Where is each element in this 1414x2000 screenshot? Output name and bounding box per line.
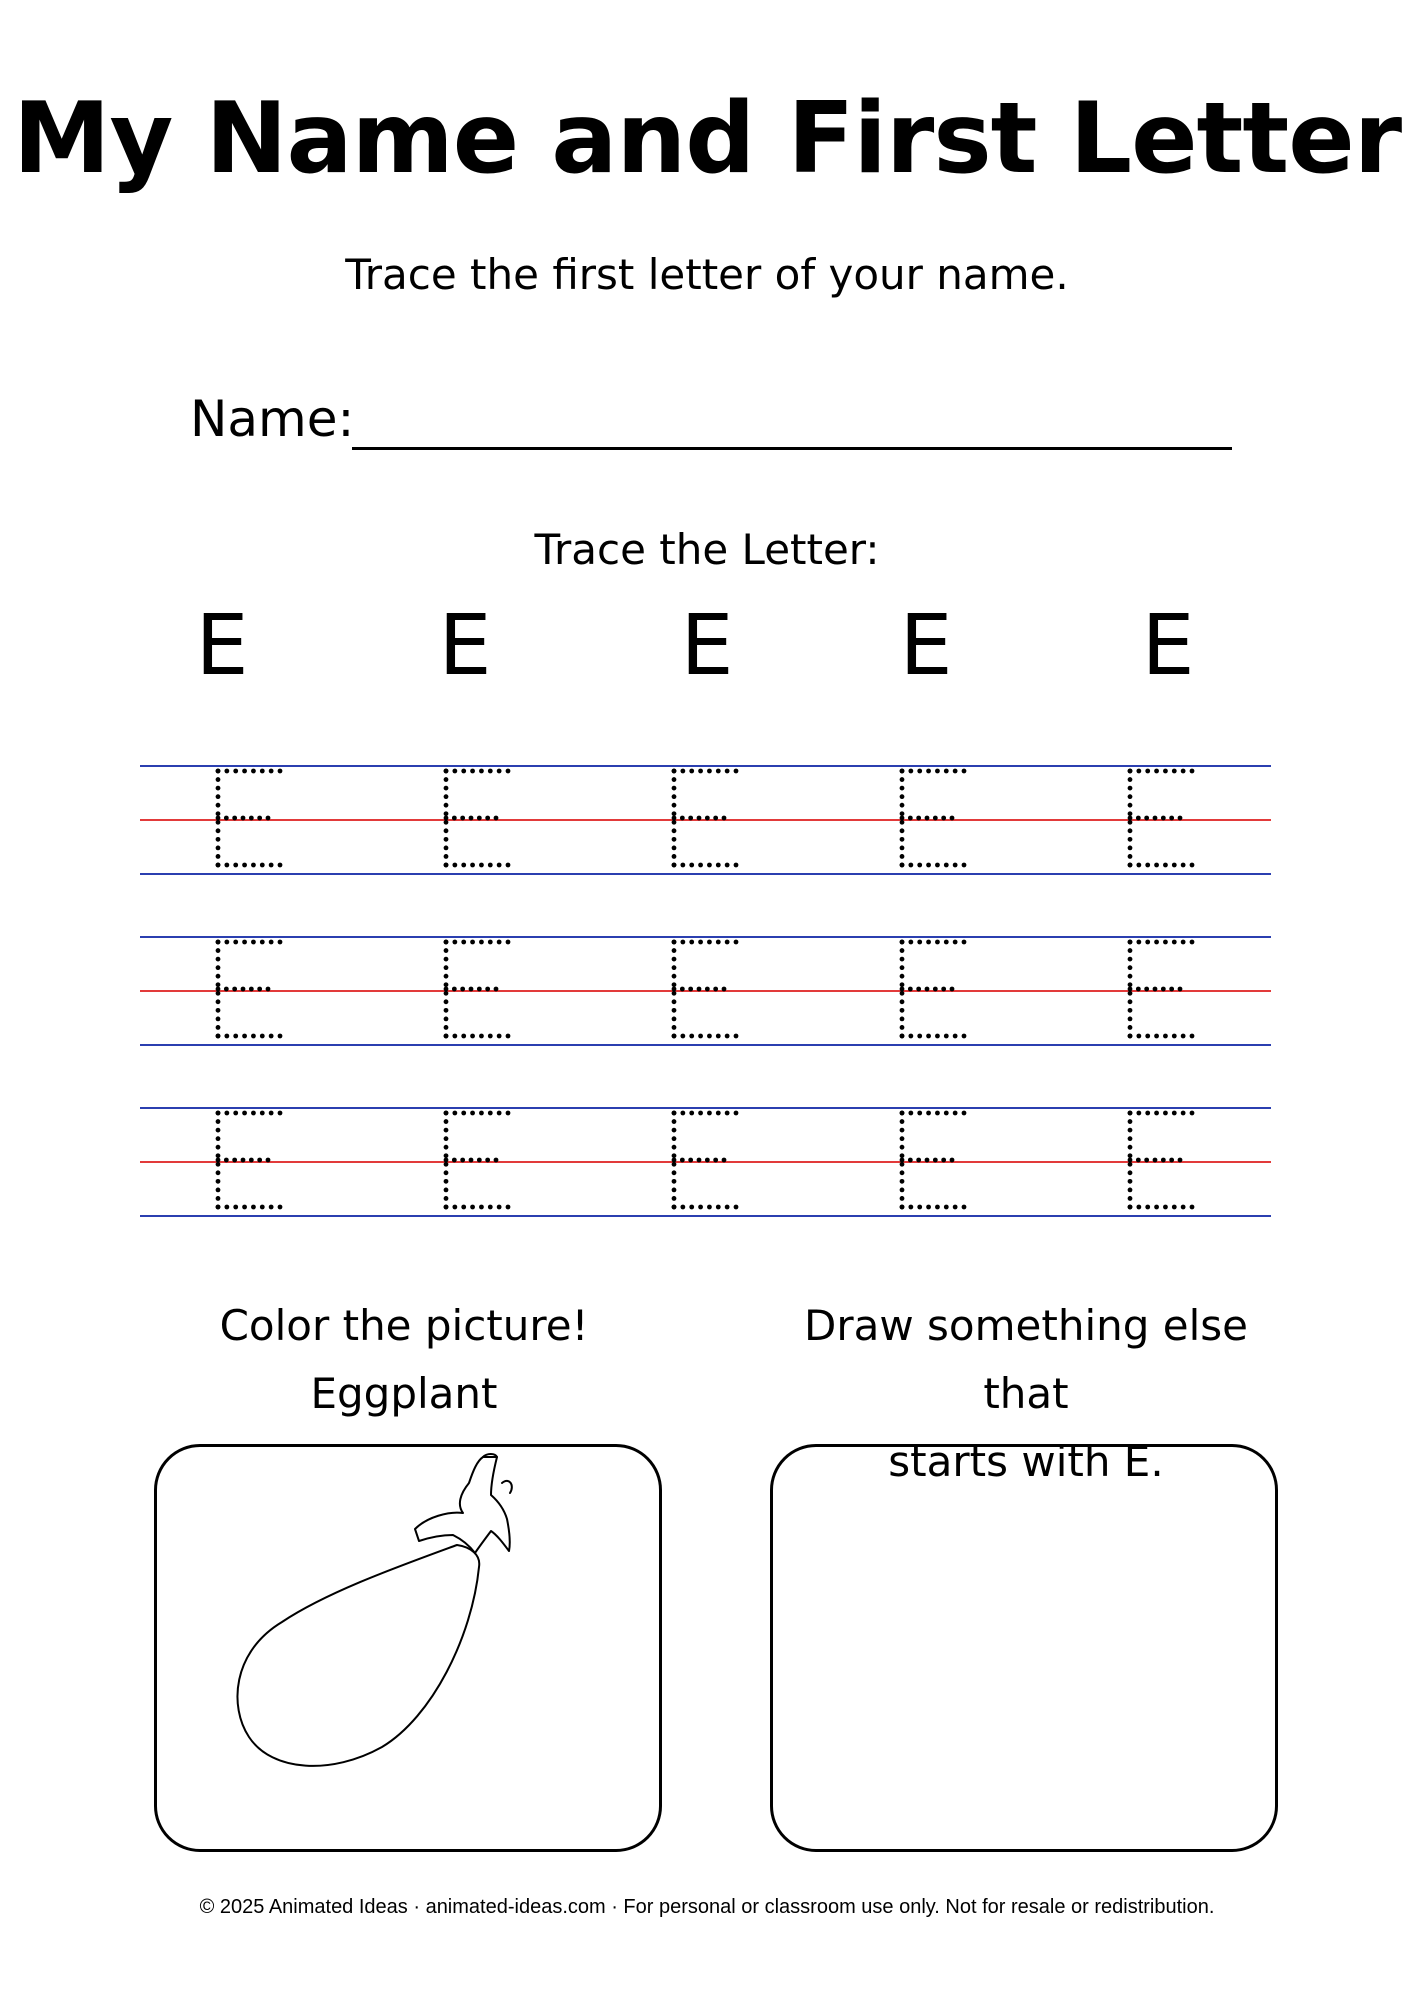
dotted-letter[interactable] (672, 769, 739, 868)
model-letter: E (680, 596, 734, 694)
model-letter: E (1141, 596, 1195, 694)
coloring-box[interactable] (154, 1444, 662, 1852)
eggplant-icon (157, 1447, 659, 1849)
dotted-letter[interactable] (1128, 940, 1195, 1039)
color-section-heading (150, 1292, 658, 1428)
dotted-letter[interactable] (444, 769, 511, 868)
dotted-letter[interactable] (672, 940, 739, 1039)
footer-copyright: © 2025 Animated Ideas · animated-ideas.com · For personal or classroom use only. Not for resale or redistribution. (199, 1896, 1215, 1918)
page-title: My Name and First Letter (12, 82, 1402, 196)
dotted-letter[interactable] (672, 1111, 739, 1210)
model-letter: E (195, 596, 249, 694)
draw-instruction: Draw something else that (804, 1301, 1248, 1418)
model-letter: E (899, 596, 953, 694)
dotted-letter[interactable] (444, 940, 511, 1039)
color-instruction: Color the picture! (219, 1301, 589, 1350)
draw-instruction-cont: starts with E. (888, 1437, 1164, 1486)
model-letter: E (438, 596, 492, 694)
dotted-letter[interactable] (216, 940, 283, 1039)
dotted-letter[interactable] (444, 1111, 511, 1210)
dotted-letter[interactable] (900, 940, 967, 1039)
name-label: Name: (190, 390, 355, 448)
drawing-box[interactable] (770, 1444, 1278, 1852)
dotted-letter[interactable] (216, 769, 283, 868)
dotted-letter[interactable] (216, 1111, 283, 1210)
dotted-letter[interactable] (1128, 1111, 1195, 1210)
dotted-letter[interactable] (900, 1111, 967, 1210)
picture-name: Eggplant (310, 1369, 498, 1418)
instruction-text: Trace the first letter of your name. (345, 250, 1069, 299)
dotted-letter[interactable] (900, 769, 967, 868)
trace-heading: Trace the Letter: (534, 525, 880, 574)
dotted-letter[interactable] (1128, 769, 1195, 868)
